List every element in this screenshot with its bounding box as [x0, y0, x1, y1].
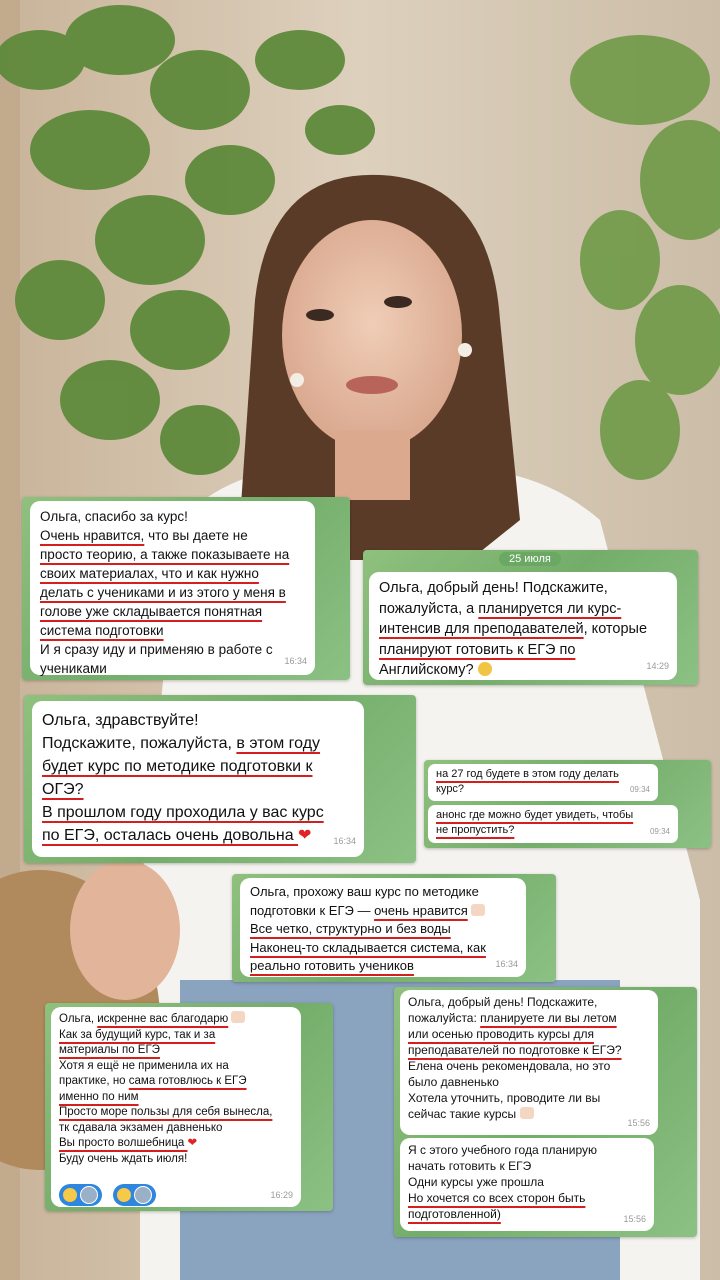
message-time: 09:34 — [649, 827, 670, 836]
message-time: 16:29 — [270, 1189, 293, 1200]
message-line: своих материалах, что и как нужно — [40, 566, 259, 581]
message-bubble — [369, 572, 677, 680]
pray-emoji-icon — [520, 1107, 534, 1119]
message-line: В прошлом году проходила у вас курс — [42, 804, 324, 821]
reaction-emoji-icon — [63, 1188, 77, 1202]
message-line: анонс где можно будет увидеть, чтобы — [436, 809, 634, 821]
chat-screenshot-3 — [24, 695, 416, 863]
pray-emoji-icon — [231, 1011, 245, 1023]
message-line: Ольга, спасибо за курс! — [40, 509, 188, 524]
message-line: Хотела уточнить, проводите ли вы — [408, 1091, 601, 1105]
message-line: начать готовить к ЕГЭ — [408, 1159, 532, 1173]
message-line: Ольга, здравствуйте! — [42, 712, 199, 729]
message-line: материалы по ЕГЭ — [59, 1044, 160, 1056]
chat-screenshot-5 — [232, 874, 556, 982]
message-text: пожалуйста: — [408, 1011, 481, 1025]
message-line: курс? — [436, 783, 465, 795]
message-text: сейчас такие курсы — [408, 1107, 517, 1121]
message-line: учениками — [40, 661, 107, 676]
message-text: Ольга, — [59, 1013, 98, 1025]
message-line: Все четко, структурно и без воды — [250, 921, 451, 936]
message-time: 16:34 — [284, 656, 307, 666]
message-line: не пропустить? — [436, 824, 515, 836]
message-line: просто теорию, а также показываете на — [40, 547, 290, 562]
message-line: подготовленной) — [408, 1207, 501, 1221]
highlight: Очень нравится, — [40, 528, 145, 543]
message-bubble — [240, 878, 526, 977]
message-line: Буду очень ждать июля! — [59, 1152, 188, 1165]
message-text: пожалуйста, а — [379, 600, 479, 617]
message-line: ОГЭ? — [42, 781, 84, 798]
message-line: Но хочется со всех сторон быть — [408, 1191, 586, 1205]
message-text: Английскому? — [379, 662, 474, 678]
date-separator: 25 июля — [499, 552, 561, 566]
message-line: Одни курсы уже прошла — [408, 1175, 544, 1189]
message-bubble — [51, 1007, 301, 1207]
message-line: делать с учениками и из этого у меня в — [40, 585, 286, 600]
message-line: Ольга, добрый день! Подскажите, — [408, 995, 598, 1009]
highlight: планируется ли курс- — [478, 600, 622, 617]
message-line: реально готовить учеников — [250, 958, 414, 973]
chat-screenshot-6 — [45, 1003, 333, 1211]
clap-emoji-icon — [471, 904, 485, 916]
chat-screenshot-7 — [394, 987, 697, 1237]
message-text: , которые — [583, 621, 648, 637]
message-time: 15:56 — [623, 1214, 646, 1224]
message-time: 14:29 — [646, 660, 669, 671]
message-line: система подготовки — [40, 623, 164, 638]
message-line: Ольга, добрый день! Подскажите, — [379, 580, 608, 596]
highlight: искренне вас благодарю — [97, 1013, 229, 1025]
message-bubble — [428, 764, 658, 801]
message-bubble — [400, 990, 658, 1135]
avatar — [134, 1186, 152, 1204]
message-time: 16:34 — [495, 958, 518, 969]
highlight: интенсив для преподавателей — [379, 621, 584, 637]
message-line: Наконец-то складывается система, как — [250, 939, 486, 955]
highlight: по ЕГЭ, осталась очень довольна — [42, 827, 299, 844]
message-bubble — [400, 1138, 654, 1231]
message-line: И я сразу иду и применяю в работе с — [40, 642, 273, 657]
message-text: практике, но — [59, 1075, 129, 1087]
avatar — [80, 1186, 98, 1204]
highlight: сама готовлюсь к ЕГЭ — [128, 1075, 247, 1087]
heart-emoji-icon: ❤ — [298, 827, 312, 844]
chat-screenshot-4 — [424, 760, 711, 848]
message-line: тк сдавала экзамен давненько — [59, 1121, 223, 1134]
message-line: Я с этого учебного года планирую — [408, 1143, 598, 1157]
message-line: планируют готовить к ЕГЭ по — [379, 641, 576, 658]
message-bubble — [428, 805, 678, 843]
reaction-chip[interactable] — [59, 1184, 102, 1206]
message-text: что вы даете не — [144, 528, 248, 543]
message-line: или осенью проводить курсы для — [408, 1027, 594, 1041]
reaction-chip[interactable] — [113, 1184, 156, 1206]
message-line: было давненько — [408, 1075, 499, 1089]
message-line: преподавателей по подготовке к ЕГЭ? — [408, 1043, 622, 1057]
chat-screenshot-2 — [363, 550, 698, 685]
message-time: 09:34 — [629, 785, 650, 794]
message-bubble — [30, 501, 315, 675]
smile-emoji-icon — [478, 662, 492, 676]
chat-screenshot-1 — [22, 497, 350, 680]
reaction-emoji-icon — [117, 1188, 131, 1202]
highlight: в этом году — [236, 735, 321, 752]
message-text: подготовки к ЕГЭ — — [250, 902, 375, 918]
message-time: 16:34 — [333, 836, 356, 846]
message-line: Хотя я ещё не применила их на — [59, 1059, 229, 1072]
highlight: очень нравится — [374, 902, 468, 918]
message-bubble — [32, 701, 364, 857]
message-line: голове уже складывается понятная — [40, 604, 263, 619]
message-text: Подскажите, пожалуйста, — [42, 735, 237, 752]
heart-emoji-icon: ❤ — [187, 1137, 198, 1149]
highlight: планируете ли вы летом — [480, 1011, 617, 1025]
message-time: 15:56 — [627, 1118, 650, 1128]
message-line: Ольга, прохожу ваш курс по методике — [250, 884, 479, 899]
message-line: на 27 год будете в этом году делать — [436, 768, 619, 780]
highlight: Вы просто волшебница — [59, 1137, 188, 1149]
message-line: будет курс по методике подготовки к — [42, 758, 313, 775]
message-line: именно по ним — [59, 1090, 139, 1103]
message-line: Как за будущий курс, так и за — [59, 1028, 216, 1041]
message-line: Елена очень рекомендовала, но это — [408, 1059, 611, 1073]
message-line: Просто море пользы для себя вынесла, — [59, 1106, 273, 1118]
